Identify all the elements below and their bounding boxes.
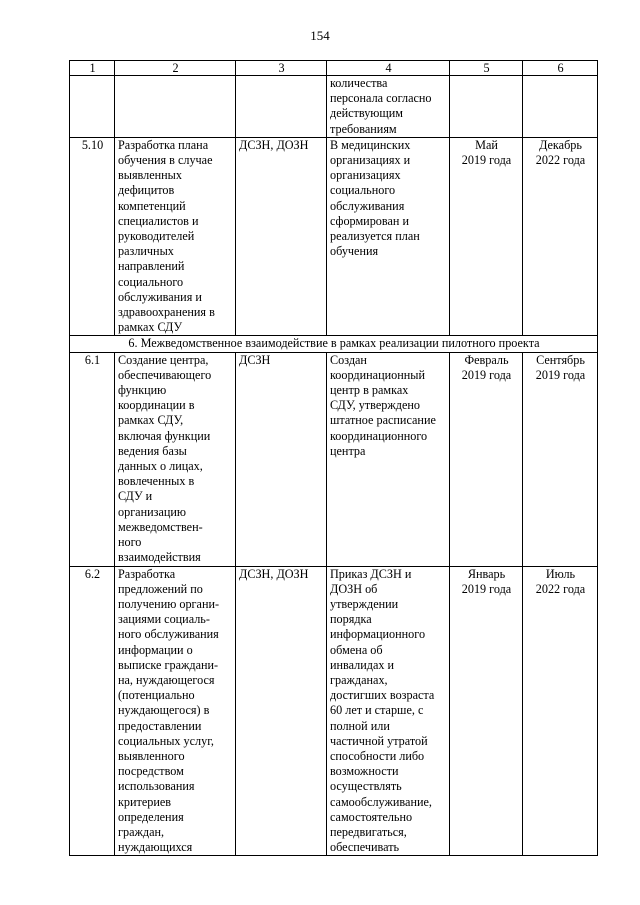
cell-line: социального xyxy=(330,183,396,198)
start-date-cell xyxy=(450,76,523,138)
cell-line: возможности xyxy=(330,764,399,779)
cell-line: 5.10 xyxy=(81,137,104,152)
cell-line: В медицинских xyxy=(330,137,411,152)
cell-line: различных xyxy=(118,244,174,259)
cell-line: самообслуживание, xyxy=(330,794,432,809)
cell-line: обучения xyxy=(330,244,379,259)
item-number xyxy=(70,76,115,138)
cell-line: инвалидах и xyxy=(330,657,395,672)
table-row xyxy=(70,566,598,856)
cell-line: критериев xyxy=(118,794,172,809)
cell-line: обеспечивающего xyxy=(118,367,212,382)
column-number: 5 xyxy=(450,61,523,76)
cell-line: персонала согласно xyxy=(330,91,432,106)
cell-line: утверждении xyxy=(330,596,399,611)
cell-line: 2019 года xyxy=(461,367,512,382)
task-cell xyxy=(115,566,236,856)
cell-line: определения xyxy=(118,809,184,824)
end-date-cell xyxy=(523,352,598,566)
cell-line: координационный xyxy=(330,367,425,382)
cell-line: передвигаться, xyxy=(330,824,407,839)
plan-table-body xyxy=(70,61,598,856)
cell-line: Июль xyxy=(545,566,576,581)
cell-line: способности либо xyxy=(330,748,425,763)
section-title: 6. Межведомственное взаимодействие в рамках реализации пилотного проекта xyxy=(70,336,598,352)
result-cell xyxy=(327,566,450,856)
item-number xyxy=(70,566,115,856)
cell-line: организацию xyxy=(118,504,187,519)
end-date-cell xyxy=(523,137,598,336)
cell-line: ДОЗН об xyxy=(330,581,378,596)
cell-line: частичной утратой xyxy=(330,733,428,748)
cell-line: осуществлять xyxy=(330,779,402,794)
cell-line: зациями социаль- xyxy=(118,612,210,627)
column-number: 1 xyxy=(70,61,115,76)
cell-line: 6.2 xyxy=(84,566,101,581)
cell-line: информации о xyxy=(118,642,193,657)
cell-line: дефицитов xyxy=(118,183,175,198)
cell-line: предоставлении xyxy=(118,718,202,733)
page-number: 154 xyxy=(310,28,330,43)
result-cell xyxy=(327,76,450,138)
cell-line: обмена об xyxy=(330,642,383,657)
cell-line: Декабрь xyxy=(539,137,582,152)
cell-line: Разработка плана xyxy=(118,137,209,152)
cell-line: специалистов и xyxy=(118,213,199,228)
cell-line: Создан xyxy=(330,352,367,367)
cell-line: 2019 года xyxy=(461,153,512,168)
cell-line: Сентябрь xyxy=(536,352,585,367)
cell-line: Январь xyxy=(467,566,506,581)
column-number: 2 xyxy=(115,61,236,76)
cell-line: компетенций xyxy=(118,198,186,213)
end-date-cell xyxy=(523,76,598,138)
cell-line: ДСЗН, ДОЗН xyxy=(239,137,309,152)
cell-line: Май xyxy=(475,137,498,152)
cell-line: Разработка xyxy=(118,566,176,581)
cell-line: 2022 года xyxy=(535,581,586,596)
cell-line: получению органи- xyxy=(118,596,220,611)
cell-line: 2019 года xyxy=(535,367,586,382)
cell-line: реализуется план xyxy=(330,229,420,244)
cell-line: порядка xyxy=(330,612,372,627)
cell-line: использования xyxy=(118,779,195,794)
cell-line: сформирован и xyxy=(330,213,409,228)
cell-line: организациях xyxy=(330,168,401,183)
cell-line: действующим xyxy=(330,106,404,121)
cell-line: предложений по xyxy=(118,581,203,596)
cell-line: центра xyxy=(330,443,366,458)
end-date-cell xyxy=(523,566,598,856)
cell-line: ведения базы xyxy=(118,443,187,458)
task-cell xyxy=(115,137,236,336)
executor-cell xyxy=(236,76,327,138)
cell-line: граждан, xyxy=(118,824,165,839)
cell-line: направлений xyxy=(118,259,185,274)
cell-line: социальных услуг, xyxy=(118,733,214,748)
cell-line: СДУ, утверждено xyxy=(330,398,420,413)
cell-line: обучения в случае xyxy=(118,153,213,168)
cell-line: Создание центра, xyxy=(118,352,209,367)
start-date-cell xyxy=(450,137,523,336)
cell-line: посредством xyxy=(118,764,184,779)
column-number-row xyxy=(70,61,598,76)
cell-line: включая функции xyxy=(118,428,211,443)
cell-line: СДУ и xyxy=(118,489,153,504)
executor-cell xyxy=(236,566,327,856)
cell-line: ного xyxy=(118,535,142,550)
column-number: 6 xyxy=(523,61,598,76)
cell-line: вовлеченных в xyxy=(118,474,195,489)
cell-line: 6.1 xyxy=(84,352,101,367)
cell-line: обслуживания xyxy=(330,198,405,213)
cell-line: координации в xyxy=(118,398,195,413)
cell-line: ДСЗН xyxy=(239,352,271,367)
cell-line: рамках СДУ xyxy=(118,320,183,335)
result-cell xyxy=(327,137,450,336)
task-cell xyxy=(115,76,236,138)
cell-line: количества xyxy=(330,76,388,90)
cell-line: здравоохранения в xyxy=(118,305,215,320)
cell-line: нуждающихся xyxy=(118,840,193,855)
cell-line: Февраль xyxy=(464,352,509,367)
executor-cell xyxy=(236,137,327,336)
section-row xyxy=(70,336,598,352)
cell-line: взаимодействия xyxy=(118,550,201,565)
cell-line: 60 лет и старше, с xyxy=(330,703,424,718)
result-cell xyxy=(327,352,450,566)
cell-line: гражданах, xyxy=(330,672,388,687)
cell-line: рамках СДУ, xyxy=(118,413,184,428)
cell-line: на, нуждающегося xyxy=(118,672,215,687)
column-number: 4 xyxy=(327,61,450,76)
continuation-row xyxy=(70,76,598,138)
cell-line: руководителей xyxy=(118,229,195,244)
plan-table xyxy=(69,60,598,856)
cell-line: (потенциально xyxy=(118,688,195,703)
item-number xyxy=(70,137,115,336)
cell-line: ного обслуживания xyxy=(118,627,219,642)
cell-line: координационного xyxy=(330,428,428,443)
cell-line: достигших возраста xyxy=(330,688,435,703)
item-number xyxy=(70,352,115,566)
cell-line: выявленного xyxy=(118,748,185,763)
cell-line: штатное расписание xyxy=(330,413,436,428)
cell-line: социального xyxy=(118,274,184,289)
cell-line: Приказ ДСЗН и xyxy=(330,566,412,581)
cell-line: самостоятельно xyxy=(330,809,413,824)
column-number: 3 xyxy=(236,61,327,76)
task-cell xyxy=(115,352,236,566)
start-date-cell xyxy=(450,352,523,566)
cell-line: данных о лицах, xyxy=(118,459,203,474)
start-date-cell xyxy=(450,566,523,856)
cell-line: полной или xyxy=(330,718,390,733)
table-row xyxy=(70,352,598,566)
cell-line: 2019 года xyxy=(461,581,512,596)
cell-line: центр в рамках xyxy=(330,383,409,398)
cell-line: обеспечивать xyxy=(330,840,400,855)
cell-line: обслуживания и xyxy=(118,289,202,304)
cell-line: 2022 года xyxy=(535,153,586,168)
table-row xyxy=(70,137,598,336)
executor-cell xyxy=(236,352,327,566)
cell-line: функцию xyxy=(118,383,167,398)
cell-line: организациях и xyxy=(330,153,411,168)
cell-line: ДСЗН, ДОЗН xyxy=(239,566,309,581)
cell-line: выявленных xyxy=(118,168,182,183)
cell-line: выписке граждани- xyxy=(118,657,219,672)
cell-line: нуждающегося) в xyxy=(118,703,210,718)
cell-line: межведомствен- xyxy=(118,519,203,534)
cell-line: требованиям xyxy=(330,121,397,136)
cell-line: информационного xyxy=(330,627,426,642)
